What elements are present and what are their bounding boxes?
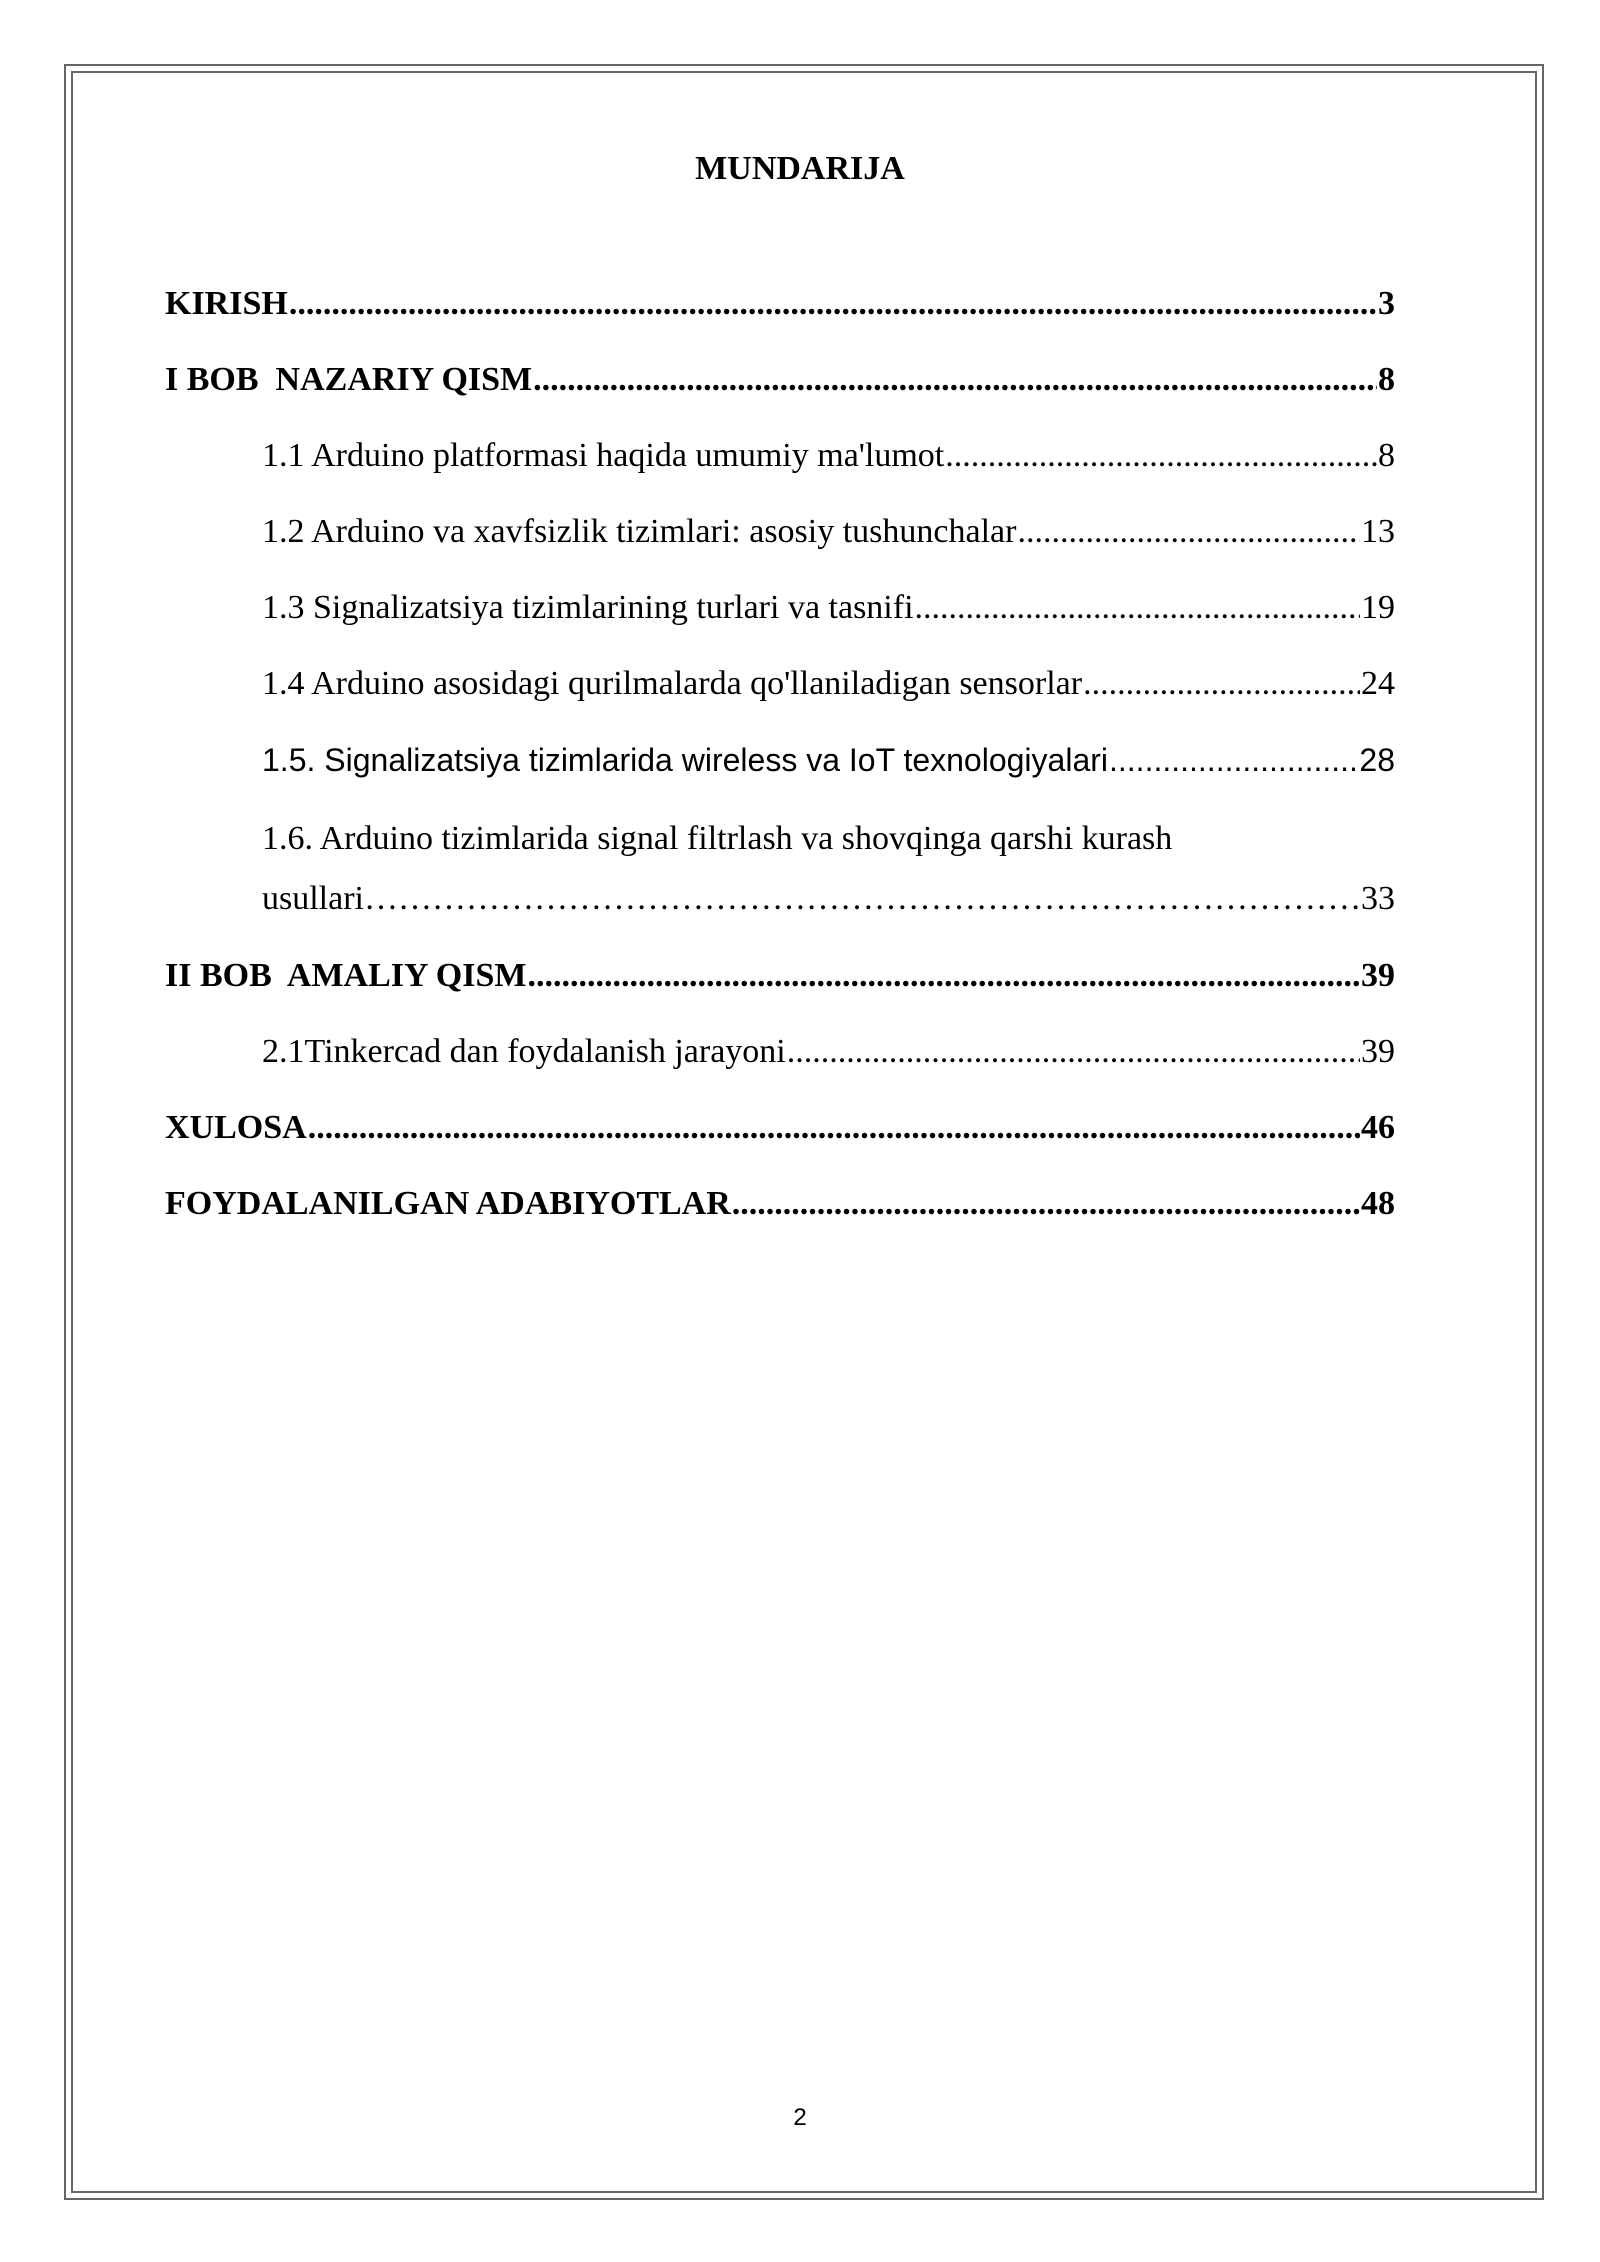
toc-label: 1.3 Signalizatsiya tizimlarining turlari va tasnifi <box>262 589 914 626</box>
toc-label: KIRISH <box>165 285 288 322</box>
toc-label: 1.6. Arduino tizimlarida signal filtrlash va shovqinga qarshi kurash <box>262 820 1173 857</box>
toc-leader <box>915 570 1360 646</box>
toc-entry-kirish[interactable] <box>165 266 1395 342</box>
toc-page: 33 <box>1361 880 1395 917</box>
toc-leader <box>1017 494 1360 570</box>
toc-page: 39 <box>1361 957 1395 994</box>
toc-label: 1.2 Arduino va xavfsizlik tizimlari: asosiy tushunchalar <box>262 513 1017 550</box>
toc-label: FOYDALANILGAN ADABIYOTLAR <box>165 1185 731 1222</box>
toc-page: 39 <box>1361 1033 1395 1070</box>
toc-entry-1-2[interactable] <box>165 494 1395 570</box>
toc-leader <box>289 266 1377 342</box>
toc-page: 19 <box>1361 589 1395 626</box>
toc-leader <box>1083 646 1360 722</box>
toc-entry-xulosa[interactable] <box>165 1090 1395 1166</box>
toc-label: 1.1 Arduino platformasi haqida umumiy ma'lumot <box>262 437 945 474</box>
toc-leader <box>945 418 1377 494</box>
toc-leader <box>533 342 1377 418</box>
toc-label: II BOB AMALIY QISM <box>165 957 527 994</box>
toc-leader <box>787 1014 1360 1090</box>
table-of-contents <box>165 266 1395 1242</box>
toc-entry-2-1[interactable] <box>165 1014 1395 1090</box>
toc-page: 8 <box>1378 437 1395 474</box>
toc-entry-1-1[interactable] <box>165 418 1395 494</box>
toc-page: 28 <box>1359 742 1395 778</box>
toc-label: 1.5. Signalizatsiya tizimlarida wireless va IoT texnologiyalari <box>262 742 1108 778</box>
page-number: 2 <box>793 2104 807 2131</box>
toc-leader <box>364 864 1361 934</box>
toc-leader <box>1109 722 1358 798</box>
toc-page: 3 <box>1378 285 1395 322</box>
toc-page: 13 <box>1361 513 1395 550</box>
toc-entry-1-4[interactable] <box>165 646 1395 722</box>
toc-entry-bob2[interactable] <box>165 938 1395 1014</box>
page-title: MUNDARIJA <box>695 150 905 187</box>
toc-label: 2.1Tinkercad dan foydalanish jarayoni <box>262 1033 786 1070</box>
toc-page: 48 <box>1361 1185 1395 1222</box>
toc-label: I BOB NAZARIY QISM <box>165 361 533 398</box>
toc-label: XULOSA <box>165 1109 307 1146</box>
toc-page: 46 <box>1361 1109 1395 1146</box>
toc-page: 8 <box>1378 361 1395 398</box>
toc-label-continued: usullari <box>262 880 364 917</box>
toc-entry-1-6[interactable] <box>165 798 1395 938</box>
toc-label: 1.4 Arduino asosidagi qurilmalarda qo'llaniladigan sensorlar <box>262 665 1083 702</box>
toc-entry-bob1[interactable] <box>165 342 1395 418</box>
toc-leader <box>308 1090 1360 1166</box>
toc-leader <box>732 1166 1360 1242</box>
toc-entry-1-3[interactable] <box>165 570 1395 646</box>
toc-entry-1-5[interactable] <box>165 722 1395 798</box>
toc-entry-adabiyotlar[interactable] <box>165 1166 1395 1242</box>
toc-page: 24 <box>1361 665 1395 702</box>
toc-leader <box>527 938 1360 1014</box>
